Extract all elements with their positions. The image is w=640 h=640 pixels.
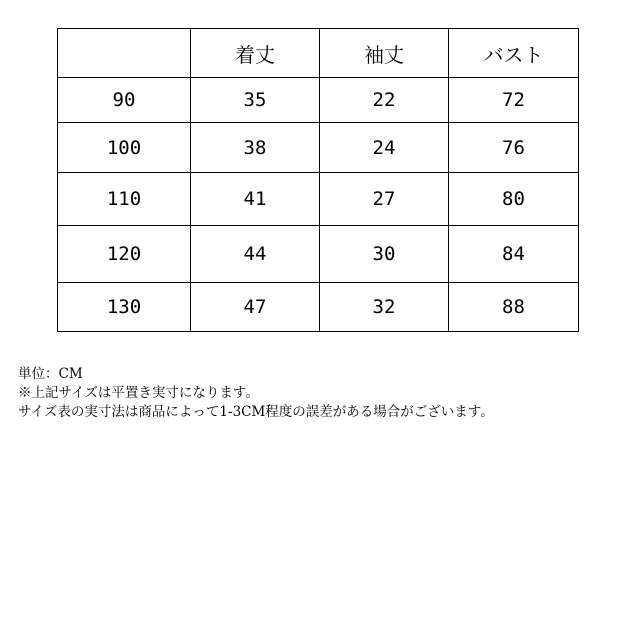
sleeve-cell: 22 (320, 78, 449, 123)
header-cell-size (58, 29, 191, 78)
table-row (58, 283, 579, 332)
bust-cell: 76 (449, 123, 579, 173)
header-cell-sleeve: 袖丈 (320, 29, 449, 78)
size-table (57, 28, 579, 332)
length-cell: 47 (191, 283, 320, 332)
sleeve-cell: 27 (320, 173, 449, 226)
size-cell: 130 (58, 283, 191, 332)
sleeve-cell: 24 (320, 123, 449, 173)
table-row (58, 173, 579, 226)
bust-cell: 88 (449, 283, 579, 332)
sleeve-cell: 32 (320, 283, 449, 332)
size-cell: 100 (58, 123, 191, 173)
header-row (58, 29, 579, 78)
length-cell: 35 (191, 78, 320, 123)
flat-measure-note: ※上記サイズは平置き実寸になります。 (18, 385, 259, 401)
size-cell: 110 (58, 173, 191, 226)
sleeve-cell: 30 (320, 226, 449, 283)
header-cell-length: 着丈 (191, 29, 320, 78)
size-notes (18, 365, 494, 422)
length-cell: 41 (191, 173, 320, 226)
length-cell: 44 (191, 226, 320, 283)
unit-note: 単位：CM (18, 366, 83, 382)
bust-cell: 72 (449, 78, 579, 123)
bust-cell: 84 (449, 226, 579, 283)
header-cell-bust: バスト (449, 29, 579, 78)
bust-cell: 80 (449, 173, 579, 226)
table-row (58, 123, 579, 173)
table-row (58, 226, 579, 283)
size-cell: 120 (58, 226, 191, 283)
size-cell: 90 (58, 78, 191, 123)
tolerance-note: サイズ表の実寸法は商品によって1-3CM程度の誤差がある場合がございます。 (18, 404, 494, 420)
length-cell: 38 (191, 123, 320, 173)
table-row (58, 78, 579, 123)
